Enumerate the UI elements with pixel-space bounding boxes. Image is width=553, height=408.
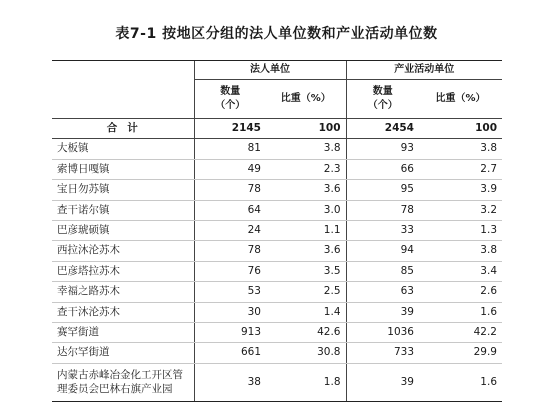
legal-share: 2.3 xyxy=(266,159,346,179)
activity-share: 3.8 xyxy=(419,139,502,159)
table-row xyxy=(52,343,502,363)
legal-share: 3.5 xyxy=(266,261,346,281)
legal-share: 42.6 xyxy=(266,323,346,343)
activity-share: 3.4 xyxy=(419,261,502,281)
legal-share: 3.8 xyxy=(266,139,346,159)
region-name: 内蒙古赤峰冶金化工开区管理委员会巴林右旗产业园 xyxy=(52,363,194,401)
activity-share: 2.7 xyxy=(419,159,502,179)
region-name: 西拉沐沦苏木 xyxy=(52,241,194,261)
legal-count: 64 xyxy=(194,200,266,220)
activity-count: 39 xyxy=(346,363,419,401)
activity-share: 1.6 xyxy=(419,302,502,322)
legal-count: 78 xyxy=(194,180,266,200)
activity-share: 42.2 xyxy=(419,323,502,343)
activity-count-unit: （个） xyxy=(367,100,398,111)
table-row xyxy=(52,180,502,200)
activity-share: 1.3 xyxy=(419,221,502,241)
activity-count: 63 xyxy=(346,282,419,302)
activity-units-group-header: 产业活动单位 xyxy=(346,61,502,80)
legal-share: 1.8 xyxy=(266,363,346,401)
table-row xyxy=(52,363,502,401)
legal-share: 3.0 xyxy=(266,200,346,220)
legal-count: 53 xyxy=(194,282,266,302)
region-name: 索博日嘎镇 xyxy=(52,159,194,179)
table-row xyxy=(52,282,502,302)
legal-count: 76 xyxy=(194,261,266,281)
legal-count-header xyxy=(194,80,266,119)
legal-share: 3.6 xyxy=(266,180,346,200)
table-row xyxy=(52,159,502,179)
legal-count-label: 数量 xyxy=(220,86,241,97)
activity-count-label: 数量 xyxy=(372,86,393,97)
region-name: 查干诺尔镇 xyxy=(52,200,194,220)
activity-count: 33 xyxy=(346,221,419,241)
activity-share: 3.9 xyxy=(419,180,502,200)
legal-count: 78 xyxy=(194,241,266,261)
activity-count: 94 xyxy=(346,241,419,261)
legal-count: 81 xyxy=(194,139,266,159)
legal-count: 30 xyxy=(194,302,266,322)
total-activity-share: 100 xyxy=(419,119,502,139)
group-header-row xyxy=(52,61,502,80)
statistics-table xyxy=(52,60,502,402)
legal-share: 3.6 xyxy=(266,241,346,261)
table-row xyxy=(52,200,502,220)
legal-count: 913 xyxy=(194,323,266,343)
region-name: 赛罕街道 xyxy=(52,323,194,343)
legal-count: 24 xyxy=(194,221,266,241)
table-row xyxy=(52,323,502,343)
table-row xyxy=(52,261,502,281)
activity-count: 1036 xyxy=(346,323,419,343)
legal-count-unit: （个） xyxy=(215,100,246,111)
table-row xyxy=(52,221,502,241)
activity-count: 95 xyxy=(346,180,419,200)
legal-share-header: 比重（%） xyxy=(266,80,346,119)
total-label: 合计 xyxy=(52,119,194,139)
legal-share: 30.8 xyxy=(266,343,346,363)
activity-count-header xyxy=(346,80,419,119)
legal-share: 1.4 xyxy=(266,302,346,322)
region-name: 宝日勿苏镇 xyxy=(52,180,194,200)
region-name: 巴彦塔拉苏木 xyxy=(52,261,194,281)
page-title: 表7-1 按地区分组的法人单位数和产业活动单位数 xyxy=(115,26,438,42)
region-column-header xyxy=(52,61,194,119)
region-name: 查干沐沦苏木 xyxy=(52,302,194,322)
region-name: 达尔罕街道 xyxy=(52,343,194,363)
legal-count: 49 xyxy=(194,159,266,179)
activity-count: 85 xyxy=(346,261,419,281)
legal-share: 1.1 xyxy=(266,221,346,241)
activity-share: 3.2 xyxy=(419,200,502,220)
legal-share: 2.5 xyxy=(266,282,346,302)
activity-share: 1.6 xyxy=(419,363,502,401)
total-legal-count: 2145 xyxy=(194,119,266,139)
activity-share: 3.8 xyxy=(419,241,502,261)
activity-share: 2.6 xyxy=(419,282,502,302)
activity-share: 29.9 xyxy=(419,343,502,363)
activity-count: 66 xyxy=(346,159,419,179)
legal-count: 38 xyxy=(194,363,266,401)
activity-count: 78 xyxy=(346,200,419,220)
activity-count: 39 xyxy=(346,302,419,322)
activity-count: 733 xyxy=(346,343,419,363)
total-legal-share: 100 xyxy=(266,119,346,139)
region-name: 大板镇 xyxy=(52,139,194,159)
legal-units-group-header: 法人单位 xyxy=(194,61,346,80)
total-activity-count: 2454 xyxy=(346,119,419,139)
table-row xyxy=(52,139,502,159)
activity-share-header: 比重（%） xyxy=(419,80,502,119)
region-name: 巴彦琥硕镇 xyxy=(52,221,194,241)
table-body xyxy=(52,119,502,402)
activity-count: 93 xyxy=(346,139,419,159)
total-row xyxy=(52,119,502,139)
table-row xyxy=(52,241,502,261)
table-row xyxy=(52,302,502,322)
region-name: 幸福之路苏木 xyxy=(52,282,194,302)
legal-count: 661 xyxy=(194,343,266,363)
